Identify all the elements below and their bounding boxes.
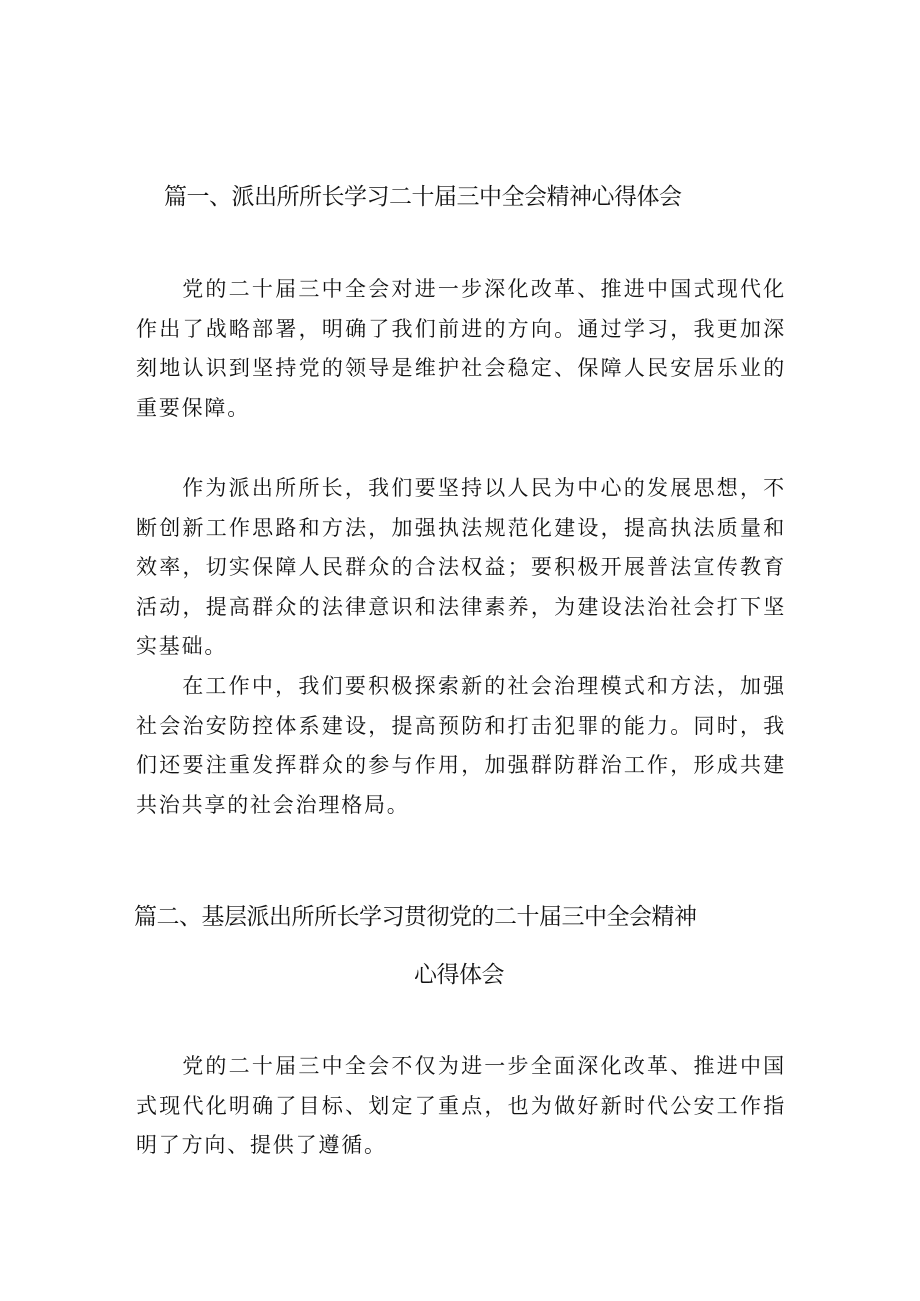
section-1-title: 篇一、派出所所长学习二十届三中全会精神心得体会 [164, 184, 682, 210]
section-1-paragraph-2: 作为派出所所长，我们要坚持以人民为中心的发展思想，不断创新工作思路和方法，加强执法规范化建设，提高执法质量和效率，切实保障人民群众的合法权益；要积极开展普法宣传教育活动，提高群众的法律意识和法律素养，为建设法治社会打下坚实基础。 [136, 476, 786, 658]
section-2-title-line-2: 心得体会 [414, 962, 504, 988]
section-2-title-line-1: 篇二、基层派出所所长学习贯彻党的二十届三中全会精神 [134, 904, 697, 930]
section-1-paragraph-3: 在工作中，我们要积极探索新的社会治理模式和方法，加强社会治安防控体系建设，提高预防和打击犯罪的能力。同时，我们还要注重发挥群众的参与作用，加强群防群治工作，形成共建共治共享的社会治理格局。 [136, 674, 786, 817]
section-2-paragraph-1: 党的二十届三中全会不仅为进一步全面深化改革、推进中国式现代化明确了目标、划定了重点，也为做好新时代公安工作指明了方向、提供了遵循。 [136, 1054, 786, 1157]
section-1-paragraph-1: 党的二十届三中全会对进一步深化改革、推进中国式现代化作出了战略部署，明确了我们前进的方向。通过学习，我更加深刻地认识到坚持党的领导是维护社会稳定、保障人民安居乐业的重要保障。 [136, 277, 786, 420]
